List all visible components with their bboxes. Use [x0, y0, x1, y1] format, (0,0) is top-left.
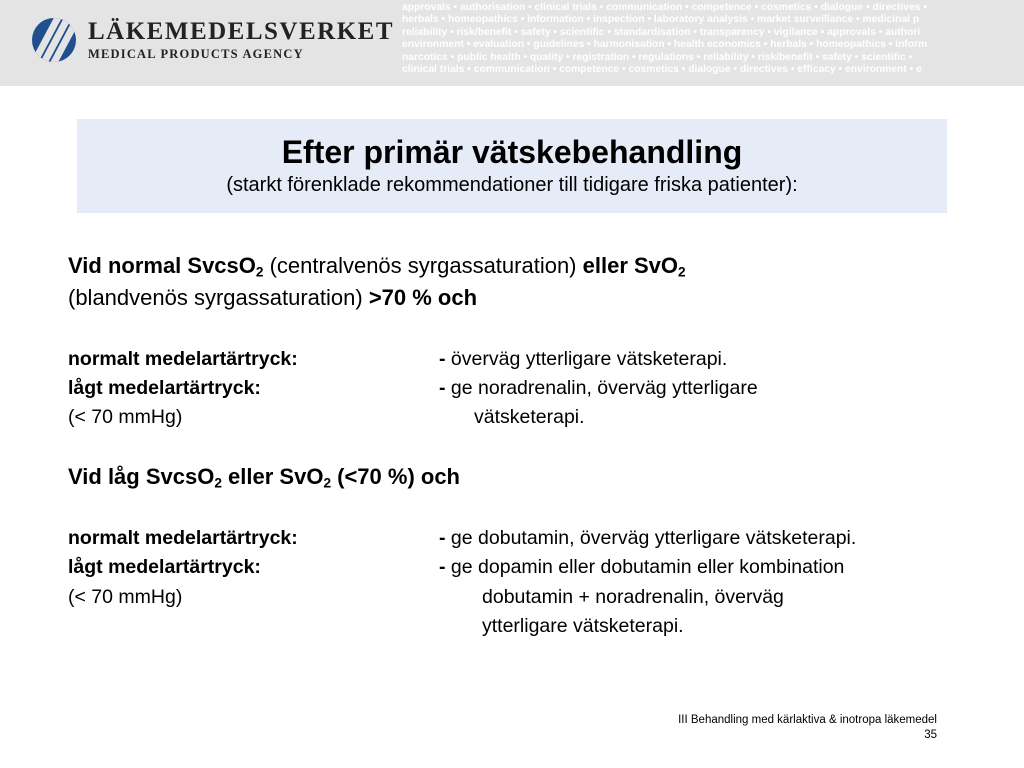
bullet-dash: - [439, 348, 451, 370]
section2-heading [68, 465, 460, 489]
subscript: 2 [323, 475, 332, 491]
keyword-banner [402, 2, 1024, 86]
section2-row-mmhg-advice [482, 585, 784, 609]
slide-title: Efter primär vätskebehandling [281, 134, 743, 170]
subscript: 2 [255, 264, 264, 280]
keyword-line: reliability • risk/benefit • safety • scientific • standardisation • transparency • vigilance • approvals • authori [402, 26, 921, 38]
row-label: (< 70 mmHg) [68, 406, 183, 428]
section1-row-normal-advice [439, 347, 727, 371]
keyword-line: clinical trials • communication • competence • cosmetics • dialogue • directives • efficacy • environment • e [402, 64, 922, 76]
svcso2-label: Vid låg SvcsO [68, 464, 215, 489]
section1-row-low-advice [439, 376, 758, 400]
page-number: 35 [924, 729, 937, 741]
keyword-line: herbals • homeopathics • information • inspection • laboratory analysis • market surveillance • medicinal p [402, 14, 920, 26]
section2-row-continuation [482, 614, 684, 638]
subscript: 2 [678, 264, 686, 280]
section2-row-low-advice [439, 555, 844, 579]
row-label: normalt medelartärtryck: [68, 348, 298, 370]
advice-text: överväg ytterligare vätsketerapi. [450, 348, 728, 370]
org-subtitle: MEDICAL PRODUCTS AGENCY [88, 47, 304, 61]
subscript: 2 [214, 475, 222, 491]
lakemedelsverket-logo-icon [32, 18, 76, 62]
svcso2-label: Vid normal SvcsO [68, 253, 256, 278]
section1-heading-line1 [68, 254, 686, 278]
section2-row-mmhg [68, 585, 182, 609]
svcso2-description: (centralvenös syrgassaturation) [263, 253, 583, 278]
slide-footer [678, 713, 937, 743]
section1-row-low [68, 376, 261, 400]
advice-text: ge dobutamin, överväg ytterligare vätsketerapi. [450, 527, 857, 549]
section2-row-normal [68, 526, 298, 550]
section1-row-mmhg-advice [474, 405, 585, 429]
keyword-line: approvals • authorisation • clinical trials • communication • competence • cosmetics • dialogue • directives • [402, 2, 927, 13]
slide-subtitle: (starkt förenklade rekommendationer till tidigare friska patienter): [226, 174, 798, 196]
row-label: lågt medelartärtryck: [68, 556, 261, 578]
footer-caption: III Behandling med kärlaktiva & inotropa läkemedel [678, 714, 937, 726]
advice-text: dobutamin + noradrenalin, överväg [482, 586, 784, 608]
section1-row-normal [68, 347, 298, 371]
threshold-text: >70 % och [368, 285, 478, 310]
header-banner [0, 0, 1024, 86]
threshold-text: (<70 %) och [331, 464, 460, 489]
advice-text: ytterligare vätsketerapi. [482, 615, 684, 637]
section1-row-mmhg [68, 405, 182, 429]
keyword-line: narcotics • public health • quality • registration • regulations • reliability • risk/benefit • safety • scientific • [402, 51, 913, 63]
advice-text: ge dopamin eller dobutamin eller kombination [450, 556, 845, 578]
svo2-label: eller SvO [582, 253, 679, 278]
row-label: (< 70 mmHg) [68, 586, 183, 608]
bullet-dash: - [439, 527, 451, 549]
advice-text: vätsketerapi. [474, 406, 585, 428]
keyword-line: environment • evaluation • guidelines • harmonisation • health economics • herbals • homeopathics • inform [402, 39, 928, 51]
section2-row-low [68, 555, 261, 579]
section2-row-normal-advice [439, 526, 856, 550]
row-label: lågt medelartärtryck: [68, 377, 261, 399]
bullet-dash: - [439, 377, 451, 399]
bullet-dash: - [439, 556, 451, 578]
advice-text: ge noradrenalin, överväg ytterligare [450, 377, 758, 399]
title-box [77, 119, 947, 213]
svo2-description: (blandvenös syrgassaturation) [68, 285, 369, 310]
section1-heading-line2 [68, 286, 477, 310]
row-label: normalt medelartärtryck: [68, 527, 298, 549]
org-name: LÄKEMEDELSVERKET [88, 18, 395, 45]
svo2-label: eller SvO [221, 464, 324, 489]
